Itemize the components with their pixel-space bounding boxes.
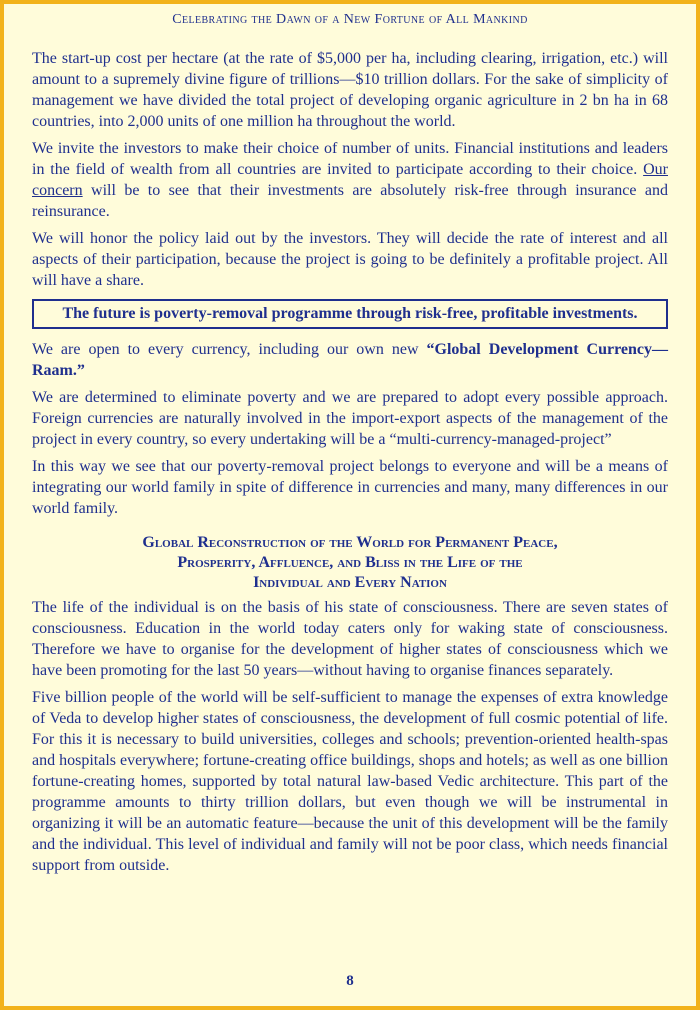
- page-number: 8: [346, 973, 354, 989]
- our-concern-underlined: Our concern: [32, 161, 668, 199]
- section-heading-line-1: Global Reconstruction of the World for Permanent Peace,: [142, 534, 558, 551]
- paragraph-invite-investors: [32, 138, 668, 222]
- paragraph-invite-investors-text-2: will be to see that their investments are absolutely risk-free through insurance and reinsurance.: [32, 182, 668, 220]
- section-heading-line-2: Prosperity, Affluence, and Bliss in the Life of the: [177, 554, 523, 571]
- paragraph-world-family: In this way we see that our poverty-removal project belongs to everyone and will be a means of integrating our world family in spite of difference in currencies and many, many differences in our world family.: [32, 458, 668, 517]
- paragraph-five-billion: Five billion people of the world will be self-sufficient to manage the expenses of extra knowledge of Veda to develop higher states of consciousness, the development of full cosmic potential of life. For this it is necessary to build universities, colleges and schools; prevention-oriented health-spas and hospitals everywhere; fortune-creating office buildings, shops and hotels; as well as one billion fortune-creating homes, supported by total natural law-based Vedic architecture. This part of the programme amounts to thirty trillion dollars, but even though we will be instrumental in organizing it will be an automatic feature—because the unit of this development will be the family and the individual. This level of individual and family will not be poor class, which needs financial support from outside.: [32, 689, 668, 874]
- running-header: Celebrating the Dawn of a New Fortune of All Mankind: [172, 12, 528, 27]
- paragraph-honor-policy: We will honor the policy laid out by the investors. They will decide the rate of interest and all aspects of their participation, because the project is going to be definitely a profitable project. All will have a share.: [32, 230, 668, 289]
- paragraph-invite-investors-text-1: We invite the investors to make their choice of number of units. Financial institutions and leaders in the field of wealth from all countries are invited to participate according to their choice.: [32, 140, 668, 178]
- paragraph-currency: [32, 339, 668, 381]
- section-heading: [32, 533, 668, 593]
- section-heading-line-3: Individual and Every Nation: [253, 574, 447, 591]
- paragraph-eliminate-poverty: We are determined to eliminate poverty and we are prepared to adopt every possible approach. Foreign currencies are naturally involved in the import-export aspects of the management of the project in every country, so every undertaking will be a “multi-currency-managed-project”: [32, 389, 668, 448]
- callout-box: The future is poverty-removal programme through risk-free, profitable investments.: [32, 299, 668, 329]
- paragraph-consciousness: The life of the individual is on the basis of his state of consciousness. There are seven states of consciousness. Education in the world today caters only for waking state of consciousness. Therefore we have to organise for the development of higher states of consciousness which we have been promoting for the last 50 years—without having to organise finances separately.: [32, 599, 668, 679]
- paragraph-currency-text: We are open to every currency, including our own new: [32, 341, 427, 358]
- currency-name-bold: “Global Development Currency—Raam.”: [32, 341, 668, 379]
- paragraph-startup-cost: The start-up cost per hectare (at the rate of $5,000 per ha, including clearing, irrigation, etc.) will amount to a supremely divine figure of trillions—$10 trillion dollars. For the sake of simplicity of management we have divided the total project of developing organic agriculture in 2 bn ha in 68 countries, into 2,000 units of one million ha throughout the world.: [32, 50, 668, 130]
